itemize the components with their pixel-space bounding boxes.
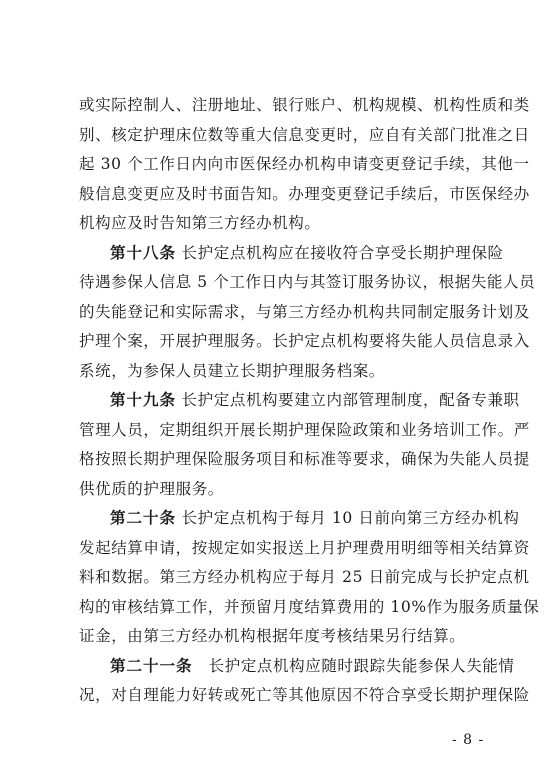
text-line: 待遇参保人信息 5 个工作日内与其签订服务协议，根据失能人员	[79, 273, 536, 291]
article-heading: 第二十一条	[110, 655, 193, 675]
article-text: 长护定点机构于每月 10 日前向第三方经办机构	[181, 509, 520, 527]
text-line: 况，对自理能力好转或死亡等其他原因不符合享受长期护理保险	[79, 686, 530, 704]
text-line: 料和数据。第三方经办机构应于每月 25 日前完成与长护定点机	[79, 568, 530, 586]
article-20-first-line	[110, 508, 520, 528]
page-number: - 8 -	[452, 732, 485, 748]
article-text: 长护定点机构要建立内部管理制度，配备专兼职	[181, 391, 520, 409]
article-heading: 第十九条	[110, 390, 177, 409]
text-line: 的失能登记和实际需求，与第三方经办机构共同制定服务计划及	[79, 302, 530, 321]
text-line: 护理个案，开展护理服务。长护定点机构要将失能人员信息录入	[79, 332, 530, 350]
text-line: 别、核定护理床位数等重大信息变更时，应自有关部门批准之日	[79, 125, 530, 144]
text-line: 般信息变更应及时书面告知。办理变更登记手续后，市医保经办	[79, 184, 530, 203]
text-line: 管理人员，定期组织开展长期护理保险政策和业务培训工作。严	[79, 420, 530, 439]
text-line: 证金，由第三方经办机构根据年度考核结果另行结算。	[79, 627, 466, 645]
text-line: 系统，为参保人员建立长期护理服务档案。	[79, 361, 385, 380]
article-text: 长护定点机构应随时跟踪失能参保人失能情	[208, 656, 515, 675]
text-line: 格按照长期护理保险服务项目和标准等要求，确保为失能人员提	[79, 450, 530, 468]
article-heading: 第二十条	[110, 508, 177, 527]
text-line: 发起结算申请，按规定如实报送上月护理费用明细等相关结算资	[79, 538, 530, 557]
text-line: 供优质的护理服务。	[79, 479, 224, 498]
article-text: 长护定点机构应在接收符合享受长期护理保险	[181, 243, 504, 262]
text-line: 构的审核结算工作，并预留月度结算费用的 10%作为服务质量保	[79, 597, 540, 616]
article-heading: 第十八条	[110, 242, 177, 262]
article-18-first-line	[110, 242, 504, 263]
article-first-line	[110, 655, 515, 676]
text-line: 机构应及时告知第三方经办机构。	[79, 214, 321, 232]
text-line: 起 30 个工作日内向市医保经办机构申请变更登记手续，其他一	[79, 155, 530, 173]
text-line: 或实际控制人、注册地址、银行账户、机构规模、机构性质和类	[79, 96, 530, 114]
article-19-first-line	[110, 390, 520, 410]
